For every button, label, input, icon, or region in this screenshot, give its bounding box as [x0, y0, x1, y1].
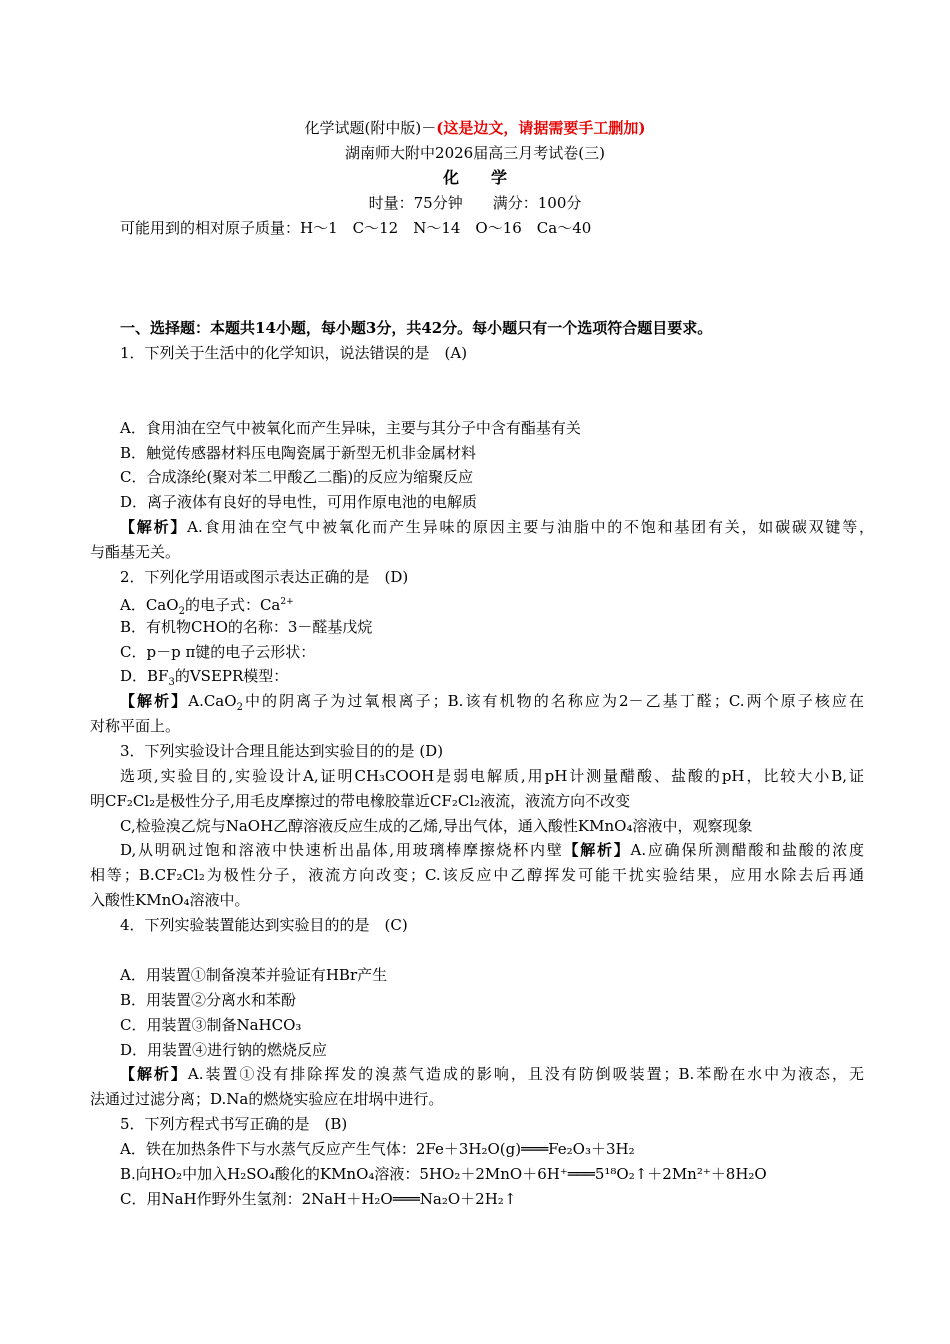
q5-option-c: C．用NaH作野外生氢剂：2NaH＋H₂O═══Na₂O＋2H₂↑ [120, 1190, 517, 1208]
q2-analysis-line1 [120, 691, 864, 718]
q2-a-pre: A．CaO [120, 596, 179, 614]
q1-option-d: D．离子液体有良好的导电性，可用作原电池的电解质 [120, 493, 478, 511]
analysis-label: 【解析】 [120, 1065, 188, 1083]
header-title [0, 118, 950, 138]
header-title-note: (这是边文，请据需要手工删加) [436, 119, 646, 137]
q4-analysis-text: A.装置①没有排除挥发的溴蒸气造成的影响，且没有防倒吸装置；B.苯酚在水中为液态，无 [187, 1065, 864, 1083]
q3-line2: 明CF₂Cl₂是极性分子,用毛皮摩擦过的带电橡胶靠近CF₂Cl₂液流，液流方向不改变 [90, 792, 631, 810]
q2-d-sub: 3 [168, 677, 175, 688]
q4-option-a: A．用装置①制备溴苯并验证有HBr产生 [120, 966, 388, 984]
q3-line1: 选项,实验目的,实验设计A,证明CH₃COOH是弱电解质,用pH计测量醋酸、盐酸的pH，比较大小B,证 [120, 767, 864, 785]
subject-title: 化 学 [442, 168, 507, 187]
q2-analysis-line2: 对称平面上。 [90, 717, 181, 735]
analysis-label: 【解析】 [120, 692, 189, 710]
q3-line3: C,检验溴乙烷与NaOH乙醇溶液反应生成的乙烯,导出气体，通入酸性KMnO₄溶液中，观察现象 [120, 817, 753, 835]
q2-stem: 2．下列化学用语或图示表达正确的是 (D) [120, 568, 409, 586]
q2-analysis-sub: 2 [236, 702, 243, 713]
q1-option-a: A．食用油在空气中被氧化而产生异味，主要与其分子中含有酯基有关 [120, 419, 581, 437]
q2-a-sup: 2+ [280, 597, 294, 607]
analysis-label: 【解析】 [563, 841, 631, 859]
q5-option-a: A．铁在加热条件下与水蒸气反应产生气体：2Fe＋3H₂O(g)═══Fe₂O₃＋3H₂ [120, 1140, 635, 1158]
q2-a-sub: 2 [178, 606, 185, 617]
q1-analysis-line2: 与酯基无关。 [90, 543, 181, 561]
q1-option-c: C．合成涤纶(聚对苯二甲酸乙二酯)的反应为缩聚反应 [120, 468, 474, 486]
analysis-label: 【解析】 [120, 518, 188, 536]
q2-option-b: B．有机物CHO的名称：3－醛基戊烷 [120, 618, 373, 636]
q4-option-d: D．用装置④进行钠的燃烧反应 [120, 1041, 328, 1059]
q2-d-post: 的VSEPR模型： [174, 667, 289, 685]
analysis-text: A.食用油在空气中被氧化而产生异味的原因主要与油脂中的不饱和基团有关，如碳碳双键等， [187, 518, 874, 536]
q4-option-b: B．用装置②分离水和苯酚 [120, 991, 297, 1009]
q2-d-pre: D．BF [120, 667, 169, 685]
q1-analysis-line1 [120, 517, 874, 537]
q2-option-d [120, 666, 288, 693]
q1-option-b: B．触觉传感器材料压电陶瓷属于新型无机非金属材料 [120, 444, 477, 462]
header-title-prefix: 化学试题(附中版)－ [304, 119, 437, 137]
q3-line5: 相等；B.CF₂Cl₂为极性分子，液流方向改变；C.该反应中乙醇挥发可能干扰实验结果，应用水除去后再通 [90, 866, 864, 884]
atomic-masses: 可能用到的相对原子质量：H～1 C～12 N～14 O～16 Ca～40 [120, 219, 592, 237]
q3-stem: 3．下列实验设计合理且能达到实验目的的是 (D) [120, 742, 444, 760]
q4-analysis-line1 [120, 1064, 864, 1084]
q2-option-c: C．p－p π键的电子云形状： [120, 643, 316, 661]
q4-option-c: C．用装置③制备NaHCO₃ [120, 1016, 302, 1034]
q4-analysis-line2: 法通过过滤分离；D.Na的燃烧实验应在坩埚中进行。 [90, 1090, 444, 1108]
time-limit: 时量：75分钟 满分：100分 [368, 194, 582, 212]
q3-line4 [120, 840, 864, 860]
section1-heading: 一、选择题：本题共14小题，每小题3分，共42分。每小题只有一个选项符合题目要求。 [120, 319, 713, 337]
q2-a-mid: 的电子式：Ca [184, 596, 281, 614]
q5-stem: 5．下列方程式书写正确的是 (B) [120, 1115, 348, 1133]
q2-analysis-a: A.CaO [188, 692, 237, 710]
q3-line6: 入酸性KMnO₄溶液中。 [90, 891, 250, 909]
q5-option-b: B.向HO₂中加入H₂SO₄酸化的KMnO₄溶液：5HO₂＋2MnO＋6H⁺═══5¹⁸O₂↑＋2Mn²⁺＋8H₂O [120, 1165, 767, 1183]
q3-line4-post: A.应确保所测醋酸和盐酸的浓度 [630, 841, 865, 859]
q1-stem: 1．下列关于生活中的化学知识，说法错误的是 (A) [120, 344, 468, 362]
q4-stem: 4．下列实验装置能达到实验目的的是 (C) [120, 916, 408, 934]
exam-name: 湖南师大附中2026届高三月考试卷(三) [345, 144, 605, 162]
q2-analysis-b: 中的阴离子为过氧根离子；B.该有机物的名称应为2－乙基丁醛；C.两个原子核应在 [242, 692, 864, 710]
q3-line4-pre: D,从明矾过饱和溶液中快速析出晶体,用玻璃棒摩擦烧杯内壁 [120, 841, 564, 859]
